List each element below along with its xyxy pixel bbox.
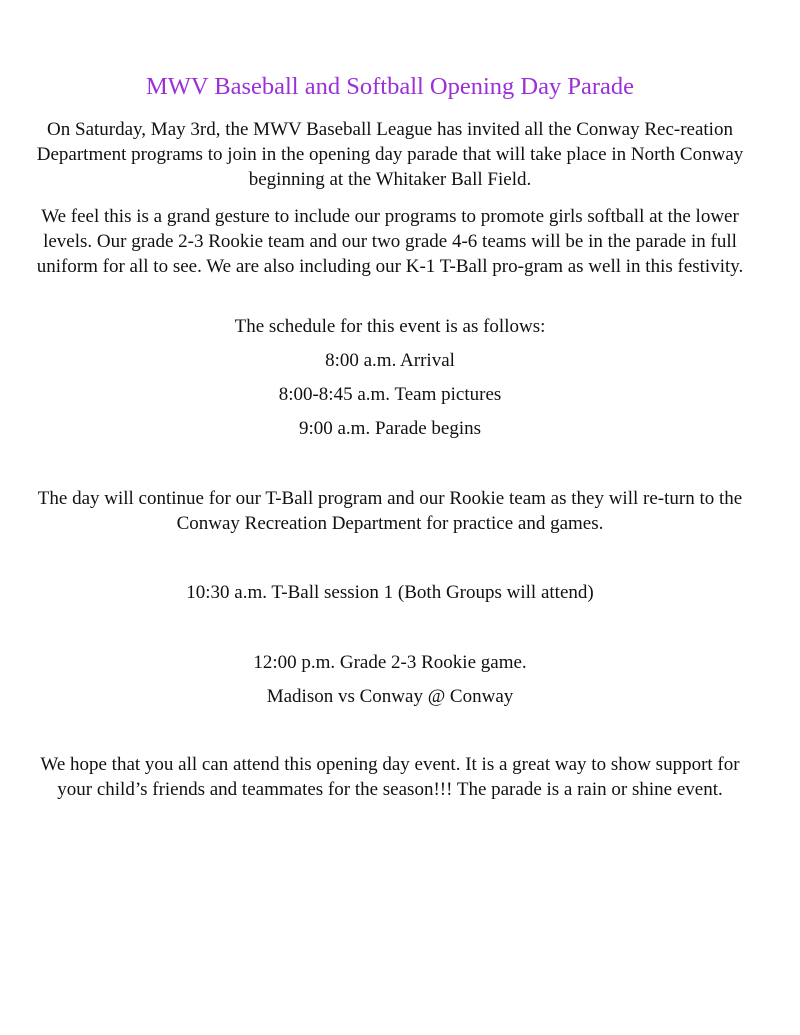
schedule-heading: The schedule for this event is as follows: [234, 316, 546, 337]
page-title: MWV Baseball and Softball Opening Day Parade [145, 73, 635, 100]
schedule-item-pictures: 8:00-8:45 a.m. Team pictures [278, 384, 502, 405]
closing-paragraph: We hope that you all can attend this opening day event. It is a great way to show support for your child’s friends and teammates for the season!!! The parade is a rain or shine event. [40, 754, 740, 800]
rookie-game-line: 12:00 p.m. Grade 2-3 Rookie game. [253, 652, 527, 673]
schedule-item-arrival: 8:00 a.m. Arrival [325, 350, 455, 371]
intro-paragraph: On Saturday, May 3rd, the MWV Baseball League has invited all the Conway Rec-reation Department programs to join in the opening day parade that will take place in North Conway beginning at the Whitaker Ball Field. [36, 119, 744, 190]
schedule-item-parade: 9:00 a.m. Parade begins [298, 418, 482, 439]
matchup-line: Madison vs Conway @ Conway [266, 686, 514, 707]
continuation-paragraph: The day will continue for our T-Ball program and our Rookie team as they will re-turn to the Conway Recreation Department for practice and games. [37, 488, 743, 534]
tball-session-line: 10:30 a.m. T-Ball session 1 (Both Groups will attend) [186, 582, 594, 603]
gesture-paragraph: We feel this is a grand gesture to include our programs to promote girls softball at the lower levels. Our grade 2-3 Rookie team and our two grade 4-6 teams will be in the parade in full uniform for all to see. We are also including our K-1 T-Ball pro-gram as well in this festivity. [36, 206, 744, 277]
